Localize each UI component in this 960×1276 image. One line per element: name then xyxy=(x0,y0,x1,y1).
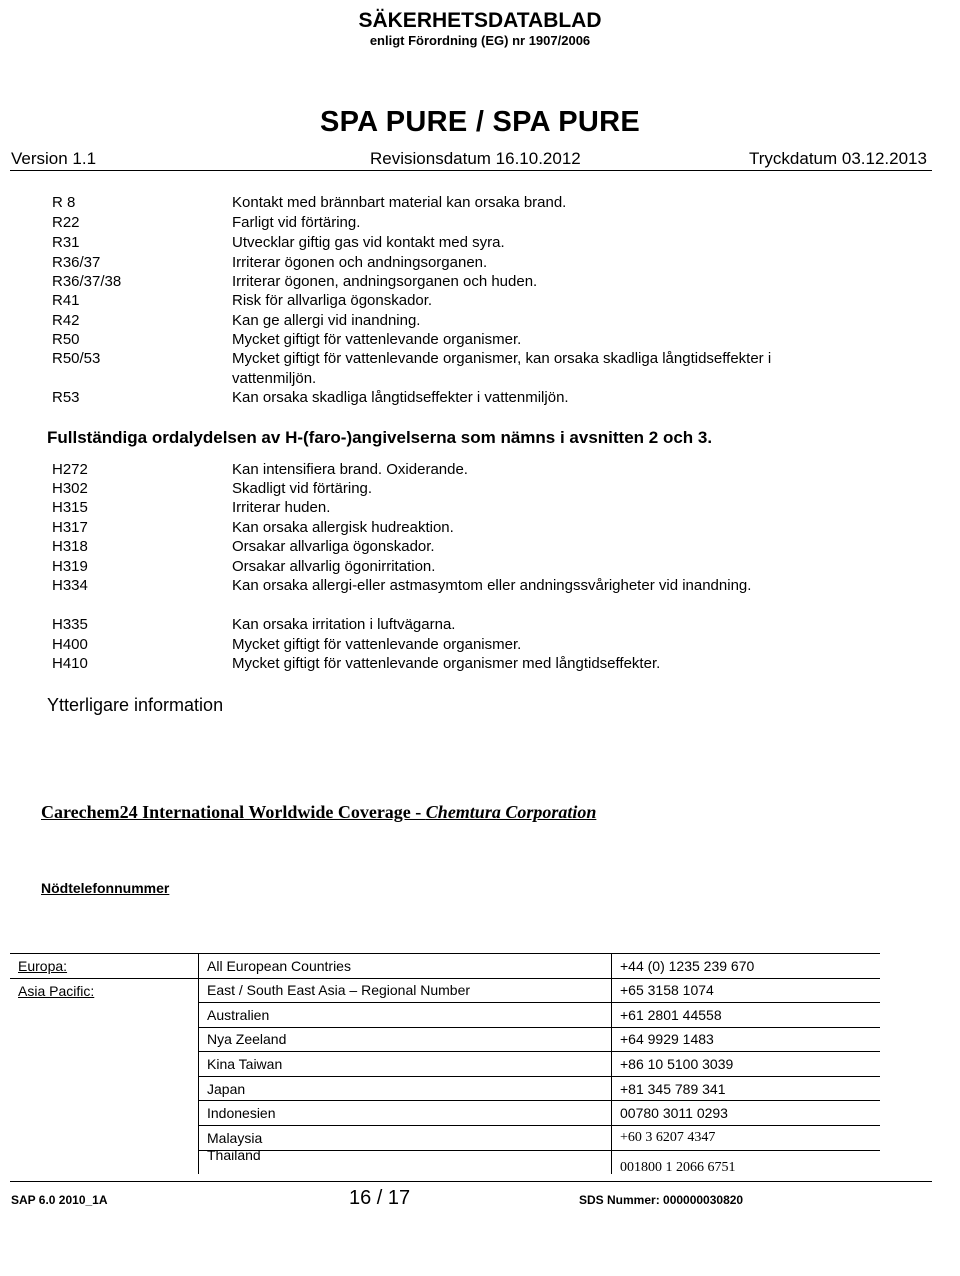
phrase-text: Irriterar huden. xyxy=(232,499,331,516)
phrase-code: H272 xyxy=(52,461,88,478)
table-cell-phone: 00780 3011 0293 xyxy=(612,1101,881,1126)
header-divider xyxy=(10,170,932,171)
table-cell-area: East / South East Asia – Regional Number xyxy=(199,978,612,1003)
phrase-code: H335 xyxy=(52,616,88,633)
emergency-phone-heading: Nödtelefonnummer xyxy=(41,880,170,896)
phrase-text: Risk för allvarliga ögonskador. xyxy=(232,292,433,309)
phrase-text: Orsakar allvarliga ögonskador. xyxy=(232,538,435,555)
phrase-text: Mycket giftigt för vattenlevande organismer med långtidseffekter. xyxy=(232,655,661,672)
print-date: Tryckdatum 03.12.2013 xyxy=(749,149,927,168)
table-cell-area: Malaysia xyxy=(199,1125,612,1150)
phrase-text: Irriterar ögonen och andningsorganen. xyxy=(232,254,488,271)
additional-info-heading: Ytterligare information xyxy=(47,695,224,715)
table-cell-phone: +65 3158 1074 xyxy=(612,978,881,1003)
phrase-code: R36/37 xyxy=(52,254,101,271)
revision-date: Revisionsdatum 16.10.2012 xyxy=(370,149,581,168)
phrase-code: R42 xyxy=(52,312,80,329)
table-cell-region xyxy=(10,1150,199,1174)
phone-text: 001800 1 2066 6751 xyxy=(620,1160,736,1176)
phrase-code: R41 xyxy=(52,292,80,309)
phrase-code: R22 xyxy=(52,214,80,231)
table-row xyxy=(10,978,880,1003)
phrase-code: R50/53 xyxy=(52,350,101,367)
table-cell-region xyxy=(10,1076,199,1101)
phrase-code: H334 xyxy=(52,577,88,594)
table-cell-area: Indonesien xyxy=(199,1101,612,1126)
table-cell-area: Kina Taiwan xyxy=(199,1052,612,1077)
phrase-code: R31 xyxy=(52,234,80,251)
phrase-text: Kan orsaka skadliga långtidseffekter i vattenmiljön. xyxy=(232,389,569,406)
phrase-text: Kan ge allergi vid inandning. xyxy=(232,312,421,329)
phrase-text: Utvecklar giftig gas vid kontakt med syra. xyxy=(232,234,505,251)
phrase-code: R 8 xyxy=(52,194,76,211)
product-name: SPA PURE / SPA PURE xyxy=(320,106,640,138)
phrase-text: Skadligt vid förtäring. xyxy=(232,480,373,497)
phrase-code: R50 xyxy=(52,331,80,348)
phrase-text: Orsakar allvarlig ögonirritation. xyxy=(232,558,436,575)
phrase-code: H317 xyxy=(52,519,88,536)
phrase-text: Kan orsaka allergisk hudreaktion. xyxy=(232,519,454,536)
phrase-text: Mycket giftigt för vattenlevande organismer. xyxy=(232,331,522,348)
table-cell-area: Nya Zeeland xyxy=(199,1027,612,1052)
table-row xyxy=(10,1125,880,1150)
table-row xyxy=(10,1076,880,1101)
phrase-text: Mycket giftigt för vattenlevande organismer, kan orsaka skadliga långtidseffekter i vattenmiljön. xyxy=(232,350,772,387)
table-cell-region xyxy=(10,1052,199,1077)
table-row xyxy=(10,1052,880,1077)
table-row xyxy=(10,1150,880,1174)
table-cell-phone: +64 9929 1483 xyxy=(612,1027,881,1052)
table-cell-region: Asia Pacific: xyxy=(10,978,199,1003)
phrase-code: R53 xyxy=(52,389,80,406)
phrase-code: H318 xyxy=(52,538,88,555)
table-cell-region xyxy=(10,1125,199,1150)
table-cell-region xyxy=(10,1003,199,1028)
table-cell-area: Australien xyxy=(199,1003,612,1028)
table-row xyxy=(10,1101,880,1126)
area-text: Thailand xyxy=(207,1147,261,1164)
phrase-text: Irriterar ögonen, andningsorganen och huden. xyxy=(232,273,538,290)
phrase-code: R36/37/38 xyxy=(52,273,122,290)
sap-version: SAP 6.0 2010_1A xyxy=(11,1193,108,1207)
table-cell-area: All European Countries xyxy=(199,954,612,979)
table-row xyxy=(10,954,880,979)
phrase-code: H319 xyxy=(52,558,88,575)
h-phrases-heading: Fullständiga ordalydelsen av H-(faro-)angivelserna som nämns i avsnitten 2 och 3. xyxy=(47,428,713,447)
phrase-text: Mycket giftigt för vattenlevande organismer. xyxy=(232,636,522,653)
table-cell-phone xyxy=(612,1150,881,1174)
emergency-phone-table xyxy=(10,953,880,1174)
table-cell-region xyxy=(10,1027,199,1052)
table-cell-phone: +61 2801 44558 xyxy=(612,1003,881,1028)
page-number: 16 / 17 xyxy=(349,1187,411,1209)
phrase-text: Kan orsaka allergi-eller astmasymtom eller andningssvårigheter vid inandning. xyxy=(232,577,752,594)
carechem-company: Chemtura Corporation xyxy=(425,802,597,822)
table-cell-region: Europa: xyxy=(10,954,199,979)
phrase-code: H400 xyxy=(52,636,88,653)
table-cell-phone: +60 3 6207 4347 xyxy=(612,1125,881,1150)
phrase-code: H315 xyxy=(52,499,88,516)
table-cell-phone: +44 (0) 1235 239 670 xyxy=(612,954,881,979)
table-cell-phone: +86 10 5100 3039 xyxy=(612,1052,881,1077)
phrase-text: Farligt vid förtäring. xyxy=(232,214,361,231)
carechem-heading xyxy=(41,801,596,823)
table-cell-area xyxy=(199,1147,612,1174)
phrase-text: Kan orsaka irritation i luftvägarna. xyxy=(232,616,456,633)
table-cell-phone: +81 345 789 341 xyxy=(612,1076,881,1101)
document-title: SÄKERHETSDATABLAD xyxy=(358,9,602,32)
regulation-subtitle: enligt Förordning (EG) nr 1907/2006 xyxy=(369,33,591,48)
phrase-text: Kontakt med brännbart material kan orsaka brand. xyxy=(232,194,567,211)
phrase-code: H410 xyxy=(52,655,88,672)
table-cell-area: Japan xyxy=(199,1076,612,1101)
version-label: Version 1.1 xyxy=(11,149,97,168)
table-row xyxy=(10,1003,880,1028)
footer-divider xyxy=(10,1181,932,1182)
sds-number: SDS Nummer: 000000030820 xyxy=(579,1193,744,1207)
phrase-text: Kan intensifiera brand. Oxiderande. xyxy=(232,461,468,478)
carechem-title: Carechem24 International Worldwide Coverage - xyxy=(41,802,426,822)
phrase-code: H302 xyxy=(52,480,88,497)
table-cell-region xyxy=(10,1101,199,1126)
table-row xyxy=(10,1027,880,1052)
